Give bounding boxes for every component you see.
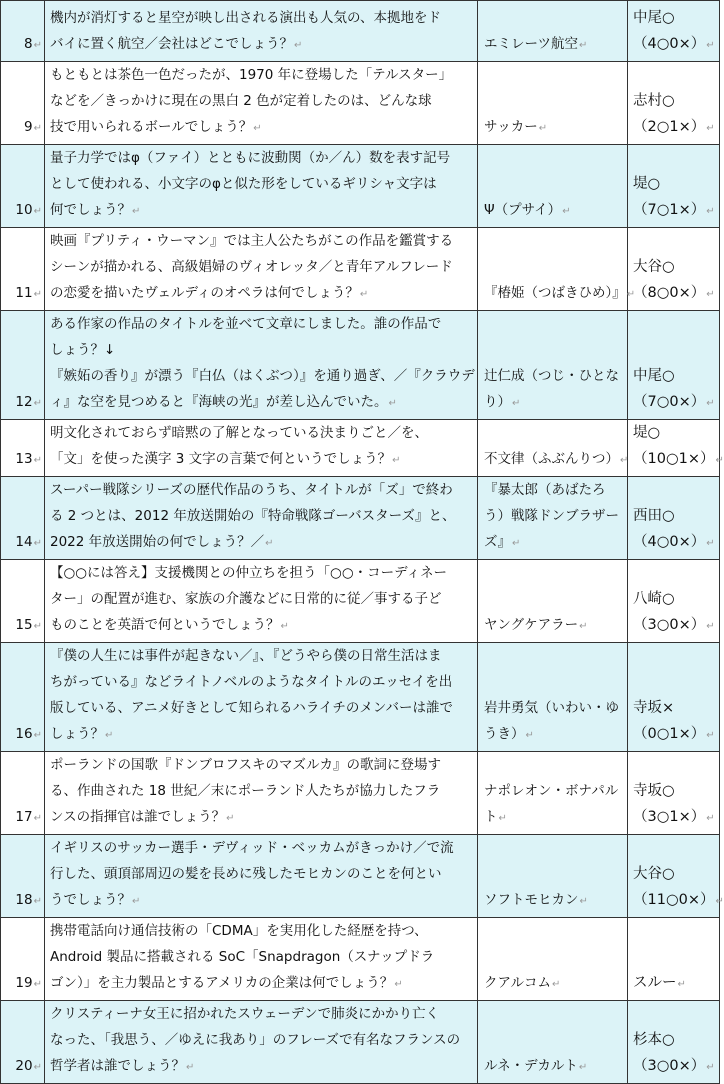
responder-score: （7○0×）↵ <box>633 394 715 410</box>
question-number: 11 <box>15 285 33 301</box>
question-number: 8 <box>24 36 33 52</box>
question-text-line: などを／きっかけに現在の黒白 2 色が定着したのは、どんな球 <box>50 93 432 109</box>
paragraph-return-icon: ↵ <box>706 813 715 824</box>
responder-name: 八崎○ <box>633 591 675 607</box>
paragraph-return-icon: ↵ <box>706 398 715 409</box>
result-cell <box>628 1001 720 1084</box>
paragraph-return-icon: ↵ <box>33 289 42 300</box>
answer-text-line: サッカー↵ <box>484 119 548 135</box>
question-number-cell <box>1 420 45 477</box>
paragraph-return-icon: ↵ <box>620 455 629 466</box>
question-text-line: る 2 つとは、2012 年放送開始の『特命戦隊ゴーバスターズ』と、 <box>50 508 456 524</box>
answer-cell <box>478 835 628 918</box>
question-row <box>1 643 720 752</box>
question-number: 18 <box>15 892 33 908</box>
question-number-cell <box>1 62 45 145</box>
question-text-line: ある作家の作品のタイトルを並べて文章にしました。誰の作品で <box>50 316 442 332</box>
result-cell <box>628 1 720 62</box>
paragraph-return-icon: ↵ <box>33 123 42 134</box>
answer-cell <box>478 477 628 560</box>
question-text-cell <box>45 643 478 752</box>
question-text-line: ター」の配置が進む、家族の介護などに日常的に従／事する子ど <box>50 591 442 607</box>
question-row <box>1 420 720 477</box>
question-text-line: 技で用いられるボールでしょう？↵ <box>50 119 262 135</box>
question-text-cell <box>45 311 478 420</box>
paragraph-return-icon: ↵ <box>525 730 534 741</box>
paragraph-return-icon: ↵ <box>538 123 548 134</box>
question-text-line: しょう？↓ <box>50 342 116 358</box>
result-cell <box>628 477 720 560</box>
answer-text-line: 辻仁成（つじ・ひとな <box>484 368 619 384</box>
answer-cell <box>478 145 628 228</box>
responder-score: スルー↵ <box>633 975 686 991</box>
question-text-line: ちがっている』などライトノベルのようなタイトルのエッセイを出 <box>50 674 453 690</box>
question-number-cell <box>1 918 45 1001</box>
question-text-cell <box>45 62 478 145</box>
question-number-cell <box>1 145 45 228</box>
question-number-cell <box>1 1001 45 1084</box>
paragraph-return-icon: ↵ <box>186 1062 195 1073</box>
paragraph-return-icon: ↵ <box>33 40 42 51</box>
paragraph-return-icon: ↵ <box>706 123 715 134</box>
question-text-cell <box>45 1 478 62</box>
answer-text-line: うき）↵ <box>484 726 534 742</box>
paragraph-return-icon: ↵ <box>715 896 724 907</box>
question-text-cell <box>45 477 478 560</box>
question-text-line: ィ』な空を見つめると『海峡の光』が差し込んでいた。↵ <box>50 394 397 410</box>
question-row <box>1 62 720 145</box>
question-number-cell <box>1 560 45 643</box>
answer-text-line: 岩井勇気（いわい・ゆ <box>484 700 619 716</box>
question-row <box>1 1001 720 1084</box>
responder-score: （3○1×）↵ <box>633 809 715 825</box>
paragraph-return-icon: ↵ <box>498 813 507 824</box>
question-number: 13 <box>15 451 33 467</box>
paragraph-return-icon: ↵ <box>294 40 303 51</box>
paragraph-return-icon: ↵ <box>706 1062 715 1073</box>
paragraph-return-icon: ↵ <box>512 538 521 549</box>
result-cell <box>628 918 720 1001</box>
paragraph-return-icon: ↵ <box>578 1062 588 1073</box>
question-text-line: 『僕の人生には事件が起きない／』、『どうやら僕の日常生活はま <box>50 648 442 664</box>
question-text-line: 携帯電話向け通信技術の「CDMA」を実用化した経歴を持つ、 <box>50 923 428 939</box>
answer-text-line: ズ』↵ <box>484 534 521 550</box>
responder-name: 堤○ <box>633 425 661 441</box>
question-number: 20 <box>15 1058 33 1074</box>
result-cell <box>628 560 720 643</box>
question-text-line: 映画『プリティ・ウーマン』では主人公たちがこの作品を鑑賞する <box>50 233 454 249</box>
paragraph-return-icon: ↵ <box>578 40 588 51</box>
result-cell <box>628 228 720 311</box>
question-row <box>1 477 720 560</box>
question-number-cell <box>1 752 45 835</box>
question-number: 9 <box>24 119 33 135</box>
result-cell <box>628 62 720 145</box>
answer-text-line: エミレーツ航空↵ <box>484 36 588 52</box>
paragraph-return-icon: ↵ <box>33 398 42 409</box>
question-text-line: の恋愛を描いたヴェルディのオペラは何でしょう？↵ <box>50 285 369 301</box>
question-text-cell <box>45 918 478 1001</box>
answer-text-line: クアルコム↵ <box>484 975 561 991</box>
responder-score: （3○0×）↵ <box>633 617 715 633</box>
paragraph-return-icon: ↵ <box>394 979 403 990</box>
paragraph-return-icon: ↵ <box>33 538 42 549</box>
question-text-line: 2022 年放送開始の何でしょう？／↵ <box>50 534 274 550</box>
question-number: 17 <box>15 809 33 825</box>
answer-text-line: う）戦隊ドンブラザー <box>484 508 619 524</box>
responder-name: 寺坂× <box>633 700 675 716</box>
paragraph-return-icon: ↵ <box>132 896 141 907</box>
responder-score: （4○0×）↵ <box>633 534 715 550</box>
question-number: 15 <box>15 617 33 633</box>
responder-name: 西田○ <box>633 508 675 524</box>
paragraph-return-icon: ↵ <box>706 289 715 300</box>
paragraph-return-icon: ↵ <box>105 730 114 741</box>
paragraph-return-icon: ↵ <box>33 621 42 632</box>
question-text-line: 【○○には答え】支援機関との仲立ちを担う「○○・コーディネー <box>50 565 448 581</box>
answer-cell <box>478 918 628 1001</box>
answer-text-line: 『椿姫（つばきひめ）』↵ <box>484 285 636 301</box>
responder-score: （2○1×）↵ <box>633 119 715 135</box>
question-text-line: ンスの指揮官は誰でしょう？↵ <box>50 809 235 825</box>
responder-name: 堤○ <box>633 176 661 192</box>
responder-name: 志村○ <box>633 93 675 109</box>
question-number-cell <box>1 477 45 560</box>
question-text-line: シーンが描かれる、高級娼婦のヴィオレッタ／と青年アルフレード <box>50 259 453 275</box>
paragraph-return-icon: ↵ <box>33 979 42 990</box>
paragraph-return-icon: ↵ <box>706 40 715 51</box>
responder-name: 寺坂○ <box>633 783 675 799</box>
question-text-line: 行した、頭頂部周辺の髪を長めに残したモヒカンのことを何とい <box>50 866 442 882</box>
question-row <box>1 228 720 311</box>
paragraph-return-icon: ↵ <box>265 538 274 549</box>
responder-score: （11○0×）↵ <box>633 892 724 908</box>
question-text-line: ポーランドの国歌『ドンブロフスキのマズルカ』の歌詞に登場す <box>50 757 441 773</box>
question-text-line: なった、「我思う、／ゆえに我あり」のフレーズで有名なフランスの <box>50 1032 461 1048</box>
paragraph-return-icon: ↵ <box>551 979 561 990</box>
responder-score: （7○1×）↵ <box>633 202 715 218</box>
result-cell <box>628 643 720 752</box>
paragraph-return-icon: ↵ <box>33 896 42 907</box>
question-number: 12 <box>15 394 33 410</box>
question-number-cell <box>1 643 45 752</box>
question-text-line: 「文」を使った漢字 3 文字の言葉で何というでしょう？↵ <box>50 451 401 467</box>
answer-cell <box>478 1 628 62</box>
question-text-cell <box>45 835 478 918</box>
paragraph-return-icon: ↵ <box>626 289 636 300</box>
answer-text-line: ルネ・デカルト↵ <box>484 1058 588 1074</box>
question-text-cell <box>45 752 478 835</box>
answer-cell <box>478 420 628 477</box>
question-number: 19 <box>15 975 33 991</box>
paragraph-return-icon: ↵ <box>33 1062 42 1073</box>
result-cell <box>628 145 720 228</box>
question-text-line: 『嫉妬の香り』が漂う『白仏（はくぶつ）』を通り過ぎ、／『クラウデ <box>50 368 475 384</box>
question-text-cell <box>45 228 478 311</box>
question-row <box>1 1 720 62</box>
question-text-line: 明文化されておらず暗黙の了解となっている決まりごと／を、 <box>50 425 428 441</box>
question-row <box>1 145 720 228</box>
question-text-line: 機内が消灯すると星空が映し出される演出も人気の、本拠地をド <box>50 10 441 26</box>
paragraph-return-icon: ↵ <box>392 455 401 466</box>
paragraph-return-icon: ↵ <box>579 896 588 907</box>
answer-text-line: 不文律（ふぶんりつ）↵ <box>484 451 629 467</box>
question-number: 14 <box>15 534 33 550</box>
paragraph-return-icon: ↵ <box>706 621 715 632</box>
paragraph-return-icon: ↵ <box>512 398 521 409</box>
question-row <box>1 918 720 1001</box>
question-text-line: 版している、アニメ好きとして知られるハライチのメンバーは誰で <box>50 700 453 716</box>
question-text-cell <box>45 420 478 477</box>
quiz-table-body <box>1 1 724 1084</box>
answer-cell <box>478 1001 628 1084</box>
paragraph-return-icon: ↵ <box>562 206 571 217</box>
result-cell <box>628 420 724 477</box>
paragraph-return-icon: ↵ <box>706 730 715 741</box>
question-text-line: 量子力学ではφ（ファイ）とともに波動関（か／ん）数を表す記号 <box>50 150 451 166</box>
paragraph-return-icon: ↵ <box>677 979 686 990</box>
question-text-line: Android 製品に搭載される SoC「Snapdragon（スナップドラ <box>50 949 435 965</box>
responder-score: （8○0×）↵ <box>633 285 715 301</box>
paragraph-return-icon: ↵ <box>706 538 715 549</box>
responder-score: （4○0×）↵ <box>633 36 715 52</box>
question-text-line: イギリスのサッカー選手・デヴィッド・ベッカムがきっかけ／で流 <box>50 840 454 856</box>
question-text-line: 何でしょう？↵ <box>50 202 141 218</box>
question-number: 16 <box>15 726 33 742</box>
answer-cell <box>478 752 628 835</box>
paragraph-return-icon: ↵ <box>226 813 235 824</box>
question-number-cell <box>1 835 45 918</box>
question-row <box>1 835 720 918</box>
responder-name: 中尾○ <box>633 10 675 26</box>
responder-name: 杉本○ <box>633 1032 675 1048</box>
answer-cell <box>478 228 636 311</box>
question-text-line: ゴン）」を主力製品とするアメリカの企業は何でしょう？↵ <box>50 975 403 991</box>
answer-cell <box>478 62 628 145</box>
answer-text-line: Ψ（プサイ）↵ <box>484 202 571 218</box>
question-text-line: クリスティーナ女王に招かれたスウェーデンで肺炎にかかり亡く <box>50 1006 440 1022</box>
responder-name: 中尾○ <box>633 368 675 384</box>
answer-text-line: 『暴太郎（あばたろ <box>484 482 606 498</box>
paragraph-return-icon: ↵ <box>253 123 262 134</box>
question-text-cell <box>45 1001 478 1084</box>
question-text-cell <box>45 560 478 643</box>
responder-score: （10○1×）↵ <box>633 451 724 467</box>
question-text-line: 哲学者は誰でしょう？↵ <box>50 1058 195 1074</box>
question-number-cell <box>1 228 45 311</box>
paragraph-return-icon: ↵ <box>33 206 42 217</box>
answer-text-line: ナポレオン・ボナパル <box>484 783 619 799</box>
paragraph-return-icon: ↵ <box>33 730 42 741</box>
answer-cell <box>478 560 628 643</box>
answer-text-line: り）↵ <box>484 394 521 410</box>
question-number-cell <box>1 311 45 420</box>
paragraph-return-icon: ↵ <box>706 206 715 217</box>
question-text-cell <box>45 145 478 228</box>
answer-cell <box>478 311 628 420</box>
question-text-line: もともとは茶色一色だったが、1970 年に登場した「テルスター」 <box>50 67 453 83</box>
question-text-line: うでしょう？↵ <box>50 892 141 908</box>
answer-text-line: ソフトモヒカン↵ <box>484 892 588 908</box>
question-number-cell <box>1 1 45 62</box>
question-row <box>1 311 720 420</box>
responder-name: 大谷○ <box>633 866 675 882</box>
question-text-line: る、作曲された 18 世紀／末にポーランド人たちが協力したフラ <box>50 783 441 799</box>
question-row <box>1 752 720 835</box>
paragraph-return-icon: ↵ <box>280 621 289 632</box>
paragraph-return-icon: ↵ <box>33 813 42 824</box>
paragraph-return-icon: ↵ <box>388 398 397 409</box>
paragraph-return-icon: ↵ <box>359 289 369 300</box>
question-text-line: スーパー戦隊シリーズの歴代作品のうち、タイトルが「ズ」で終わ <box>50 482 453 498</box>
paragraph-return-icon: ↵ <box>579 621 588 632</box>
responder-score: （0○1×）↵ <box>633 726 715 742</box>
responder-name: 大谷○ <box>633 259 675 275</box>
result-cell <box>628 835 724 918</box>
responder-score: （3○0×）↵ <box>633 1058 715 1074</box>
result-cell <box>628 752 720 835</box>
question-text-line: しょう？↵ <box>50 726 114 742</box>
answer-text-line: ト↵ <box>484 809 507 825</box>
answer-cell <box>478 643 628 752</box>
paragraph-return-icon: ↵ <box>33 455 42 466</box>
question-text-line: ものことを英語で何というでしょう？↵ <box>50 617 289 633</box>
paragraph-return-icon: ↵ <box>715 455 724 466</box>
paragraph-return-icon: ↵ <box>132 206 141 217</box>
question-row <box>1 560 720 643</box>
result-cell <box>628 311 720 420</box>
question-number: 10 <box>15 202 33 218</box>
answer-text-line: ヤングケアラー↵ <box>484 617 588 633</box>
question-text-line: として使われる、小文字のφと似た形をしているギリシャ文字は <box>50 176 437 192</box>
question-text-line: バイに置く航空／会社はどこでしょう？↵ <box>50 36 303 52</box>
